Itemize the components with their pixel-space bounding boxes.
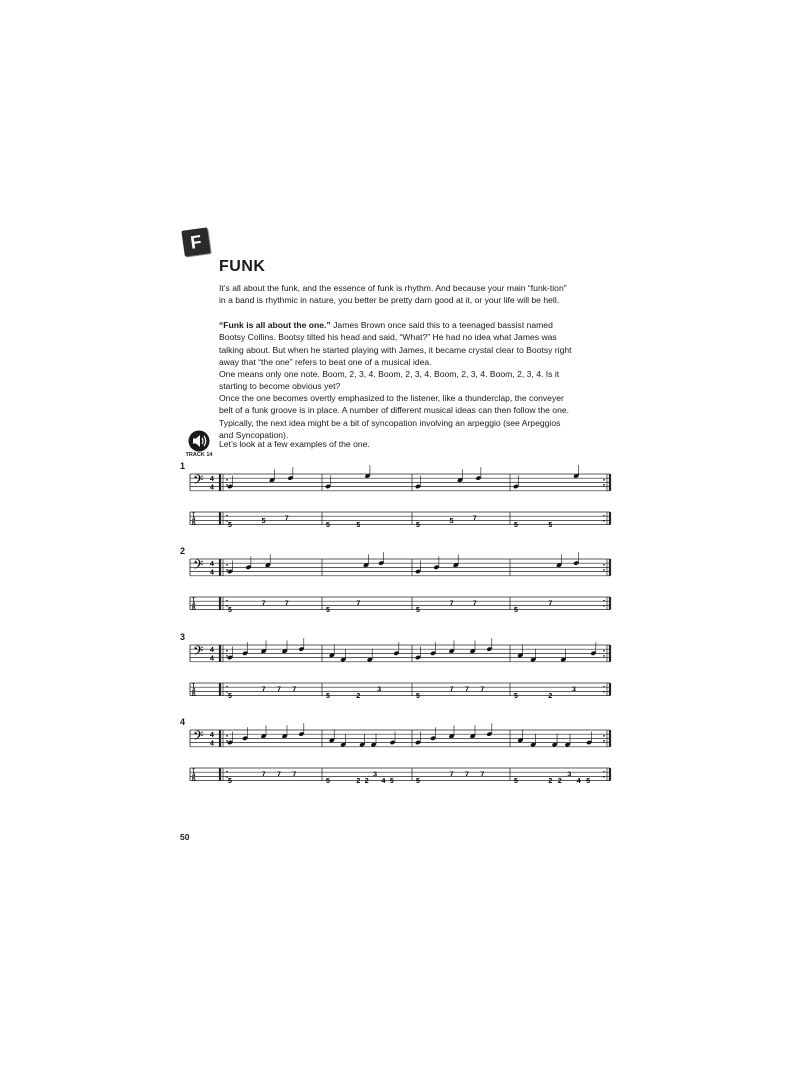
repeat-dot	[226, 564, 228, 566]
tab-fret-number: 4	[576, 778, 581, 785]
tab-fret-number: 5	[326, 522, 330, 529]
tab-fret-number: 5	[514, 778, 518, 785]
tab-fret-number: 5	[228, 522, 232, 529]
tab-fret-number: 2	[356, 693, 361, 700]
repeat-dot	[603, 740, 605, 742]
tab-fret-number: 5	[416, 607, 420, 614]
paragraph-the-one-lead: “Funk is all about the one.”	[219, 320, 331, 330]
tab-letter: B	[192, 606, 196, 612]
tab-fret-number: 7	[480, 771, 485, 779]
time-signature-bottom: 4	[210, 569, 214, 577]
tab-fret-number: 7	[261, 771, 266, 779]
repeat-dot	[226, 686, 228, 688]
paragraph-boom: One means only one note. Boom, 2, 3, 4. Boom, 2, 3, 4. Boom, 2, 3, 4. Boom, 2, 3, 4. Is it starting to become obvious yet?	[219, 369, 560, 392]
tab-fret-number: 3	[377, 686, 382, 694]
page-number: 50	[180, 832, 190, 842]
repeat-dot	[226, 484, 228, 486]
tab-fret-number: 5	[416, 522, 420, 529]
tab-letter: T	[192, 768, 196, 774]
paragraph-examples-intro: Let’s look at a few examples of the one.	[219, 439, 370, 449]
music-example-1	[180, 462, 620, 542]
tab-fret-number: 2	[356, 778, 361, 785]
tab-fret-number: 7	[277, 686, 281, 694]
example-number: 4	[180, 717, 186, 727]
repeat-dot	[226, 515, 228, 517]
repeat-dot	[603, 479, 605, 481]
tab-fret-number: 7	[261, 686, 266, 694]
speaker-icon	[184, 430, 214, 452]
tab-fret-number: 7	[284, 600, 289, 608]
music-example-2	[180, 547, 620, 627]
tab-letter: A	[192, 601, 196, 608]
tab-letter: T	[192, 512, 196, 518]
tab-fret-number: 7	[292, 686, 297, 694]
tab-fret-number: 5	[514, 693, 518, 700]
tab-letter: B	[192, 692, 196, 698]
tab-letter: T	[192, 597, 196, 603]
time-signature-top: 4	[210, 732, 214, 739]
repeat-dot	[603, 776, 605, 778]
repeat-dot	[603, 735, 605, 737]
tab-fret-number: 7	[465, 771, 469, 779]
music-example-4	[180, 718, 620, 798]
bass-clef-icon: 𝄢	[193, 472, 204, 491]
tab-fret-number: 2	[364, 778, 369, 785]
tab-fret-number: 5	[416, 693, 420, 700]
tab-fret-number: 7	[292, 771, 297, 779]
tab-fret-number: 3	[572, 686, 576, 694]
tab-fret-number: 2	[557, 778, 562, 785]
tab-fret-number: 7	[261, 600, 266, 608]
repeat-dot	[603, 605, 605, 607]
tab-fret-number: 7	[449, 600, 454, 608]
repeat-dot	[603, 691, 605, 693]
example-number: 1	[180, 461, 186, 471]
section-letter-tab: F	[181, 227, 210, 256]
tab-letter: B	[192, 521, 196, 527]
tab-fret-number: 5	[228, 693, 232, 700]
paragraph-the-one	[219, 319, 574, 369]
repeat-dot	[603, 650, 605, 652]
repeat-dot	[603, 569, 605, 571]
time-signature-top: 4	[210, 647, 214, 654]
repeat-dot	[603, 771, 605, 773]
bass-clef-icon: 𝄢	[193, 557, 204, 576]
example-number: 3	[180, 632, 186, 642]
tab-fret-number: 5	[228, 607, 232, 614]
tab-letter: A	[192, 687, 196, 694]
tab-fret-number: 5	[261, 517, 266, 525]
repeat-dot	[226, 655, 228, 657]
track-label: TRACK 14	[185, 452, 213, 458]
tab-fret-number: 5	[326, 693, 330, 700]
repeat-dot	[603, 686, 605, 688]
tab-fret-number: 7	[449, 686, 454, 694]
time-signature-bottom: 4	[210, 655, 214, 663]
tab-fret-number: 5	[326, 607, 330, 614]
tab-fret-number: 5	[449, 517, 454, 525]
tab-fret-number: 3	[373, 771, 378, 779]
repeat-dot	[226, 569, 228, 571]
repeat-dot	[603, 655, 605, 657]
time-signature-top: 4	[210, 476, 214, 483]
notation-staff-and-tab	[180, 547, 620, 627]
tab-fret-number: 5	[548, 522, 553, 529]
tab-fret-number: 5	[514, 607, 518, 614]
tab-letter: A	[192, 772, 196, 779]
repeat-dot	[226, 740, 228, 742]
tab-fret-number: 2	[548, 778, 553, 785]
paragraph-intro: It’s all about the funk, and the essence of funk is rhythm. And because your main “funk-tion” in a band is rhythmic in nature, you better be pretty darn good at it, or your life will be hell.	[219, 283, 567, 306]
repeat-dot	[603, 600, 605, 602]
bass-clef-icon: 𝄢	[193, 728, 204, 747]
tab-fret-number: 7	[480, 686, 485, 694]
tab-fret-number: 5	[586, 778, 591, 785]
bass-clef-icon: 𝄢	[193, 643, 204, 662]
tab-fret-number: 7	[548, 600, 553, 608]
tab-fret-number: 2	[548, 693, 553, 700]
tab-fret-number: 7	[277, 771, 281, 779]
repeat-dot	[226, 771, 228, 773]
time-signature-bottom: 4	[210, 484, 214, 492]
tab-fret-number: 7	[465, 686, 469, 694]
repeat-dot	[226, 479, 228, 481]
time-signature-top: 4	[210, 561, 214, 568]
repeat-dot	[603, 520, 605, 522]
tab-fret-number: 7	[284, 515, 289, 523]
notation-staff-and-tab	[180, 718, 620, 798]
music-example-3	[180, 633, 620, 713]
tab-fret-number: 5	[416, 778, 420, 785]
tab-fret-number: 7	[356, 600, 361, 608]
repeat-dot	[226, 600, 228, 602]
paragraph-groove: Once the one becomes overtly emphasized to the listener, like a thunderclap, the conveyer belt of a funk groove is in place. A number of different musical ideas can then follow the one. Typically, the next idea might be a bit of syncopation involving an arpeggio (see Arpeggios and Syncopation).	[219, 393, 570, 441]
time-signature-bottom: 4	[210, 740, 214, 748]
repeat-dot	[603, 484, 605, 486]
tab-fret-number: 7	[472, 515, 477, 523]
paragraph-the-one-body: James Brown once said this to a teenaged bassist named Bootsy Collins. Bootsy tilted his head and said, “What?” He had no idea what James was talking about. But when he started playing with James, it became crystal clear to Bootsy right away that “the one” refers to beat one of a musical idea.	[219, 320, 572, 368]
tab-fret-number: 7	[449, 771, 454, 779]
repeat-dot	[603, 515, 605, 517]
audio-track-badge[interactable]	[182, 430, 216, 458]
tab-letter: B	[192, 777, 196, 783]
tab-fret-number: 3	[567, 771, 572, 779]
tab-fret-number: 4	[381, 778, 386, 785]
tab-letter: A	[192, 516, 196, 523]
tab-fret-number: 5	[326, 778, 330, 785]
repeat-dot	[226, 735, 228, 737]
repeat-dot	[226, 650, 228, 652]
tab-fret-number: 5	[389, 778, 394, 785]
tab-fret-number: 5	[514, 522, 518, 529]
tab-letter: T	[192, 683, 196, 689]
example-number: 2	[180, 546, 186, 556]
repeat-dot	[603, 564, 605, 566]
tab-fret-number: 5	[228, 778, 232, 785]
notation-staff-and-tab	[180, 633, 620, 713]
notation-staff-and-tab	[180, 462, 620, 542]
tab-fret-number: 5	[356, 522, 361, 529]
page-title: FUNK	[219, 258, 266, 275]
tab-fret-number: 7	[472, 600, 477, 608]
